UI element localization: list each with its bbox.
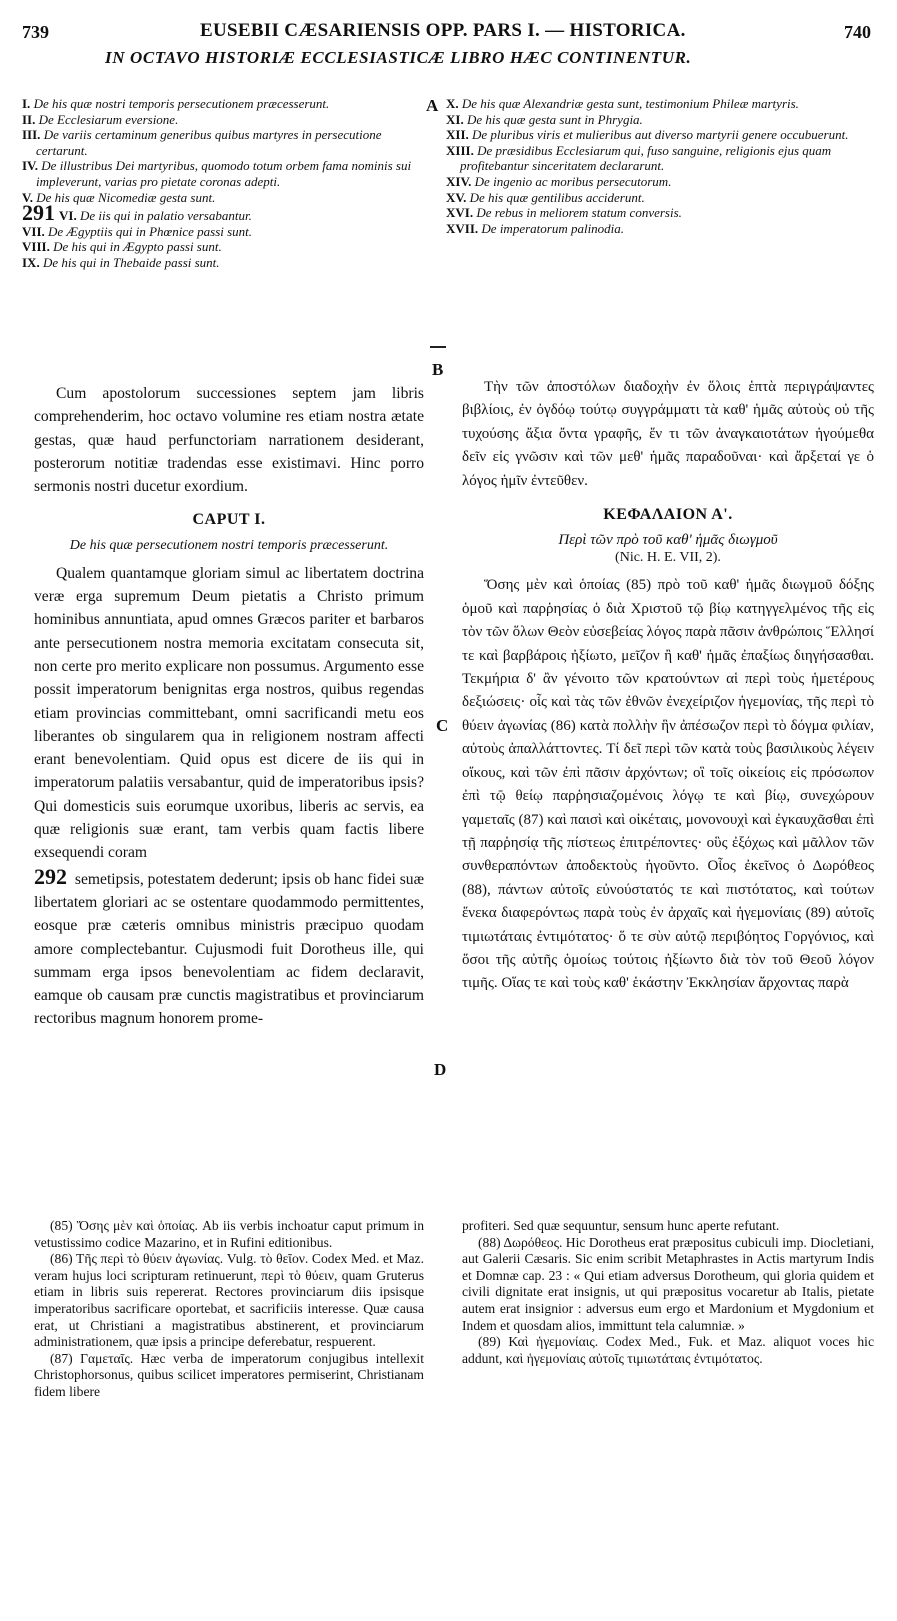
latin-paragraph-cont: semetipsis, potestatem dederunt; ipsis ob hanc fidei suæ libertatem gloriari ac se ostentare quodammodo permittentes, eosque præ cæteris omnibus ministris præcipuo quodam amore complectebantur. Cujusmodi fuit Dorotheus ille, qui summam erga ipsos benevolentiam ac fidem declaravit, eamque ob causam præ cunctis magistratibus et provinciarum rectoribus magnum honorem prome- [34, 870, 424, 1028]
page-number-left: 739 [22, 22, 49, 42]
toc-item: XIV. De ingenio ac moribus persecutorum. [446, 173, 672, 189]
toc-item: XI. De his quæ gesta sunt in Phrygia. [446, 111, 643, 127]
greek-column [462, 376, 874, 996]
running-title: EUSEBII CÆSARIENSIS OPP. PARS I. — HISTORICA. [200, 20, 686, 41]
divider [430, 346, 446, 348]
margin-letter-b: B [432, 360, 444, 379]
greek-intro: Τὴν τῶν ἀποστόλων διαδοχὴν ἐν ὅλοις ἑπτὰ περιγράψαντες βιβλίοις, ἐν ὀγδόῳ τούτῳ συγγράμματι τὰ καθ' ἡμᾶς αὐτοὺς οὐ τῆς τυχούσης ἄξια ὄντα γραφῆς, ἕν τι τῶν ἀναγκαιοτάτων ἡγούμεθα δεῖν εἰς γνῶσιν καὶ τῶν μεθ' ἡμᾶς παραδοῦναι· καὶ ἄρξεταί γε ὁ λόγος ἡμῖν ἐντεῦθεν. [462, 379, 874, 489]
toc-item: XII. De pluribus viris et mulieribus aut diverso martyrii genere occubuerunt. [446, 127, 849, 143]
toc-item: XV. De his quæ gentilibus acciderunt. [446, 189, 645, 205]
toc-item: III. De variis certaminum generibus quibus martyres in persecutione certarunt. [22, 127, 382, 158]
margin-letter-a: A [426, 96, 439, 115]
greek-paragraph: Ὅσης μὲν καὶ ὁποίας (85) πρὸ τοῦ καθ' ἡμᾶς διωγμοῦ δόξης ὁμοῦ καὶ παρῥησίας ὁ διὰ Χριστοῦ τῷ βίῳ κατηγγελμένος τῆς εἰς τὸν τῶν ὅλων Θεὸν εὐσεβείας λόγος παρὰ πᾶσιν ἀνθρώποις Ἕλλησί τε καὶ βαρβάροις ἠξίωτο, μεῖζον ἢ καθ' ἡμᾶς ἐπαξίως διηγήσασθαι. Τεκμήρια δ' ἂν γένοιτο τῶν κρατούντων αἱ περὶ τοὺς ἡμετέρους δεξιώσεις· οἷς καὶ τὰς τῶν ἐθνῶν ἐνεχείριζον ἡγεμονίας, τῆς περὶ τὸ θύειν ἀγωνίας (86) κατὰ πολλὴν ἣν ἀπέσωζον περὶ τὸ δόγμα φιλίαν, αὐτοὺς ἀπαλλάττοντες. Τί δεῖ περὶ τῶν κατὰ τοὺς βασιλικοὺς λέγειν οἴκους, καὶ τῶν ἐπὶ πᾶσιν ἀρχόντων; οἳ τοῖς οἰκείοις εἰς πρόσωπον ἐπὶ τῷ θείῳ παρῥησιαζομένοις λόγῳ τε καὶ βίῳ, συνεχώρουν γαμεταῖς (87) καὶ παισὶ καὶ οἰκέταις, μονονουχὶ καὶ ἐγκαυχᾶσθαι ἐπὶ τῇ παρῥησίᾳ τῆς πίστεως ἐπιτρέποντες· οὓς ἐξόχως καὶ μᾶλλον τῶν συνθεραπόντων ἀποδεκτοὺς ἡγοῦντο. Οἷος ἐκεῖνος ὁ Δωρόθεος (88), πάντων αὐτοῖς εὐνούστατός τε καὶ πιστότατος, καὶ τούτων ἕνεκα διαφερόντως παρὰ τοὺς ἐν ἀρχαῖς καὶ ἡγεμονίαις (89) αὐτοῖς τιμιωτάταις ἐντιμότατος· ὅ τε σὺν αὐτῷ περιβόητος Γοργόνιος, καὶ ὅσοι τῆς αὐτῆς ὁμοίως τούτοις ἠξίωντο διὰ τὸν τοῦ Θεοῦ λόγον τιμῆς. Οἵας τε καὶ τοὺς καθ' ἑκάστην Ἐκκλησίαν ἄρχοντας παρὰ [462, 577, 874, 992]
caput-heading: CAPUT I. [192, 511, 266, 529]
latin-intro: Cum apostolorum successiones septem jam libris comprehenderim, hoc octavo volumine res etiam nostra ætate gestas, quæ haud perfunctoriam narrationem desiderant, posterorum notitiæ tradendas esse existimavi. Hinc porro sermonis nostri ducetur exordium. [34, 385, 424, 496]
toc-item: XVII. De imperatorum palinodia. [446, 220, 625, 236]
footnote: (86) Τῆς περὶ τὸ θύειν ἀγωνίας. Vulg. τὸ θεῖον. Codex Med. et Maz. veram hujus loci scripturam retinuerunt, περὶ τὸ θύειν, quam Gruterus etiam in libris suis repererat. Rectores provinciarum diis ipsisque imperatoribus sacrificare oportebat, et sacrificiis interesse. Quæ causa erat, ut Christiani a magistratibus abstinerent, et provinciarum administrationem, quæ ipsis a principe deferebatur, respuerent. [34, 1251, 424, 1350]
toc-item: XVI. De rebus in meliorem statum conversis. [446, 205, 682, 221]
latin-paragraph: Qualem quantamque gloriam simul ac libertatem doctrina veræ erga supremum Deum pietatis a Christo primum hominibus annuntiata, apud omnes Græcos pariter et barbaros ante persecutionem nostra memoria excitatam consecuta sit, non certe pro merito explicare non possumus. Argumento esse possit imperatorum benignitas erga nostros, quibus regendas etiam provincias committebant, omni sacrificandi metu eos liberantes ob singularem qua in religionem nostram affecti erant benevolentiam. Quid opus est dicere de iis qui in imperatorum palatiis versabantur, quid de imperatoribus ipsis? Qui domesticis suis eorumque uxoribus, liberis ac servis, ea quæ religionis suæ erant, tam verbis quam factis libere exsequendi coram [34, 564, 424, 862]
footnote: (89) Καὶ ἡγεμονίαις. Codex Med., Fuk. et Maz. aliquot voces hic addunt, καὶ ἡγεμονίαις αὐτοῖς τιμιωτάταις ἐντιμότατος. [462, 1334, 874, 1366]
footnotes-right [462, 1218, 874, 1367]
toc-item: IV. De illustribus Dei martyribus, quomodo totum orbem fama nominis sui impleverunt, varias pro pietate coronas adepti. [22, 158, 412, 189]
latin-column [34, 382, 424, 1031]
page-number-right: 740 [844, 22, 871, 42]
kephalaion-reference: (Nic. H. E. VII, 2). [615, 550, 721, 566]
running-header [0, 18, 897, 46]
toc-item: V. De his quæ Nicomediæ gesta sunt. [22, 189, 216, 205]
toc-item: X. De his quæ Alexandriæ gesta sunt, testimonium Phileæ martyris. [446, 96, 799, 111]
contents-heading: IN OCTAVO HISTORIÆ ECCLESIASTICÆ LIBRO HÆC CONTINENTUR. [105, 48, 692, 67]
toc-item: IX. De his qui in Thebaide passi sunt. [22, 254, 220, 270]
toc-right [446, 96, 874, 236]
margin-page-marker: 291 [22, 200, 55, 226]
footnote: (88) Δωρόθεος. Hic Dorotheus erat præpositus cubiculi imp. Diocletiani, aut Galerii Cæsaris. Sic enim scribit Metaphrastes in Actis martyrum Indis et Domnæ cap. 23 : « Qui etiam adversus Dorotheum, qui gloria quidem et civili dignitate erat insignis, ut qui præpositus vocaretur ab Italis, pietate autem erat insignior : adversus eum ergo et Mardonium et Mygdonium et Indem et quosdam alios, immittunt tela calumniæ. » [462, 1234, 874, 1333]
toc-item: VIII. De his qui in Ægypto passi sunt. [22, 239, 222, 255]
footnote-cont: profiteri. Sed quæ sequuntur, sensum hunc aperte refutant. [462, 1218, 780, 1233]
kephalaion-subtitle: Περὶ τῶν πρὸ τοῦ καθ' ἡμᾶς διωγμοῦ [558, 532, 778, 549]
toc-item: XIII. De præsidibus Ecclesiarum qui, fuso sanguine, religionis ejus quam profitebantur sinceritatem declararunt. [446, 142, 832, 174]
toc-item: II. De Ecclesiarum eversione. [22, 111, 179, 127]
margin-letter-d: D [434, 1060, 447, 1079]
margin-letter-c: C [436, 716, 449, 735]
footnote: (85) Ὅσης μὲν καὶ ὁποίας. Ab iis verbis inchoatur caput primum in vetustissimo codice Mazarino, et in Rufini editionibus. [34, 1218, 424, 1250]
toc-item: 291 VI. De iis qui in palatio versabantur. [22, 200, 252, 226]
footnote: (87) Γαμεταῖς. Hæc verba de imperatorum conjugibus intellexit Christophorsonus, quibus scilicet imperatores permiserint, Christianam fidem libere [34, 1350, 424, 1399]
toc-item: I. De his quæ nostri temporis persecutionem præcesserunt. [22, 96, 330, 111]
toc-left [22, 96, 422, 271]
toc-item: VII. De Ægyptiis qui in Phœnice passi sunt. [22, 223, 253, 239]
footnotes-left [34, 1218, 424, 1401]
caput-subtitle: De his quæ persecutionem nostri temporis præcesserunt. [69, 537, 389, 553]
kephalaion-heading: ΚΕΦΑΛΑΙΟΝ Α'. [603, 506, 733, 524]
margin-page-marker: 292 [34, 863, 67, 889]
